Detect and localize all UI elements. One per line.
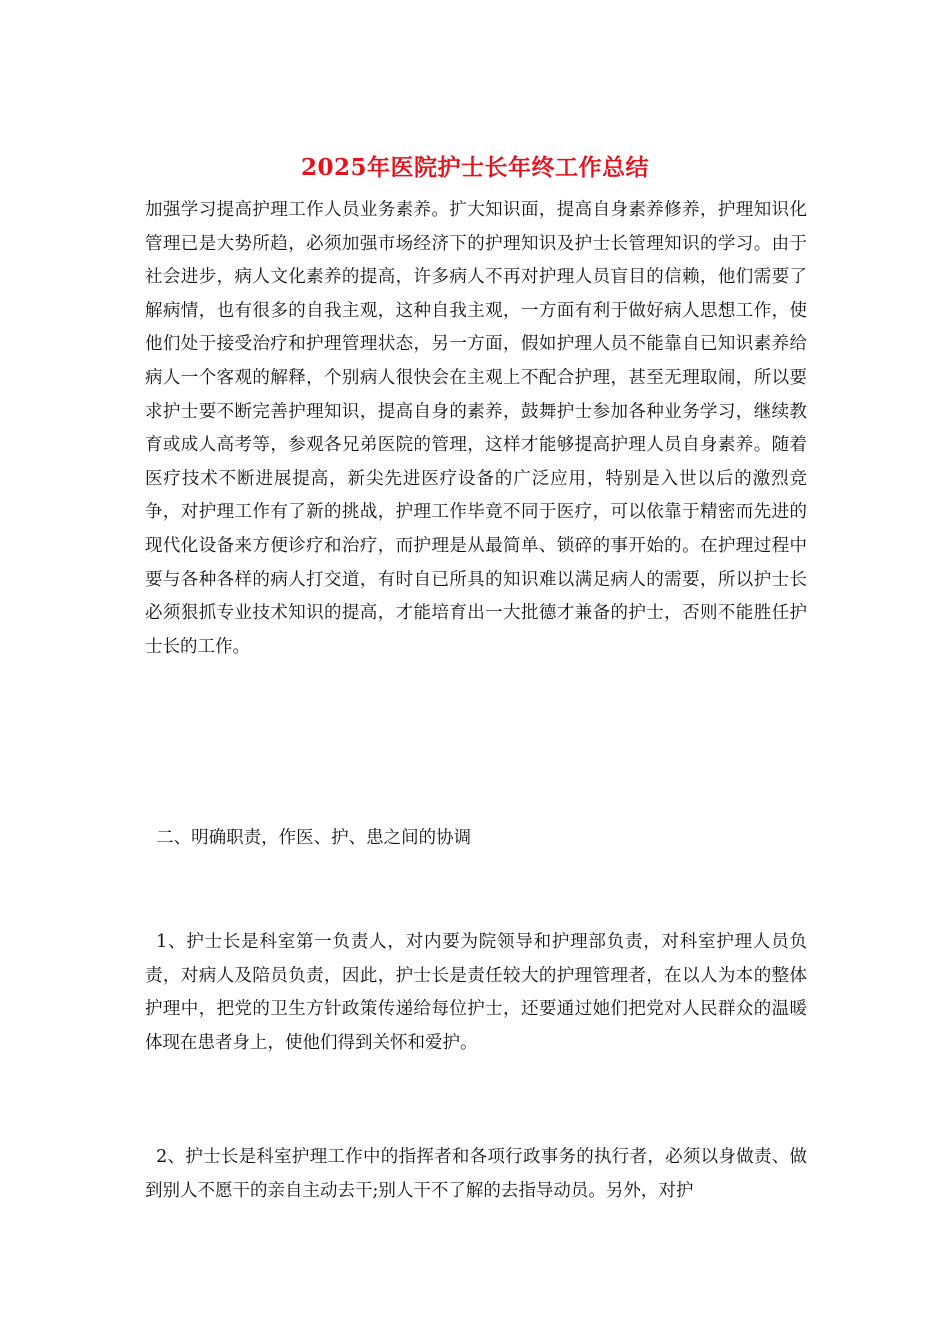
document-title: 2025年医院护士长年终工作总结 bbox=[300, 154, 649, 181]
section-two-heading-text: 二、明确职责，作医、护、患之间的协调 bbox=[156, 828, 472, 848]
intro-paragraph: 加强学习提高护理工作人员业务素养。扩大知识面，提高自身素养修养，护理知识化管理已是大势所趋，必须加强市场经济下的护理知识及护士长管理知识的学习。由于社会进步，病人文化素养的提高，许多病人不再对护理人员盲目的信赖，他们需要了解病情，也有很多的自我主观，这种自我主观，一方面有利于做好病人思想工作，使他们处于接受治疗和护理管理状态，另一方面，假如护理人员不能靠自已知识素养给病人一个客观的解释，个别病人很快会在主观上不配合护理，甚至无理取闹，所以要求护士要不断完善护理知识，提高自身的素养，鼓舞护士参加各种业务学习，继续教育或成人高考等，参观各兄弟医院的管理，这样才能够提高护理人员自身素养。随着医疗技术不断进展提高，新尖先进医疗设备的广泛应用，特别是入世以后的激烈竞争，对护理工作有了新的挑战，护理工作毕竟不同于医疗，可以依靠于精密而先进的现代化设备来方便诊疗和治疗，而护理是从最简单、锁碎的事开始的。在护理过程中要与各种各样的病人打交道，有时自已所具的知识难以满足病人的需要，所以护士长必须狠抓专业技术知识的提高，才能培育出一大批德才兼备的护士，否则不能胜任护士长的工作。 bbox=[145, 200, 807, 657]
item-two-paragraph bbox=[145, 1141, 807, 1208]
item-one-text: 1、护士长是科室第一负责人，对内要为院领导和护理部负责，对科室护理人员负责，对病人及陪员负责，因此，护士长是责任较大的护理管理者，在以人为本的整体护理中，把党的卫生方针政策传递给每位护士，还要通过她们把党对人民群众的温暖体现在患者身上，使他们得到关怀和爱护。 bbox=[145, 932, 807, 1053]
item-one-paragraph bbox=[145, 926, 807, 1060]
section-two-heading bbox=[145, 822, 807, 856]
item-two-text: 2、护士长是科室护理工作中的指挥者和各项行政事务的执行者，必须以身做责、做到别人不愿干的亲自主动去干;别人干不了解的去指导动员。另外，对护 bbox=[145, 1147, 807, 1201]
